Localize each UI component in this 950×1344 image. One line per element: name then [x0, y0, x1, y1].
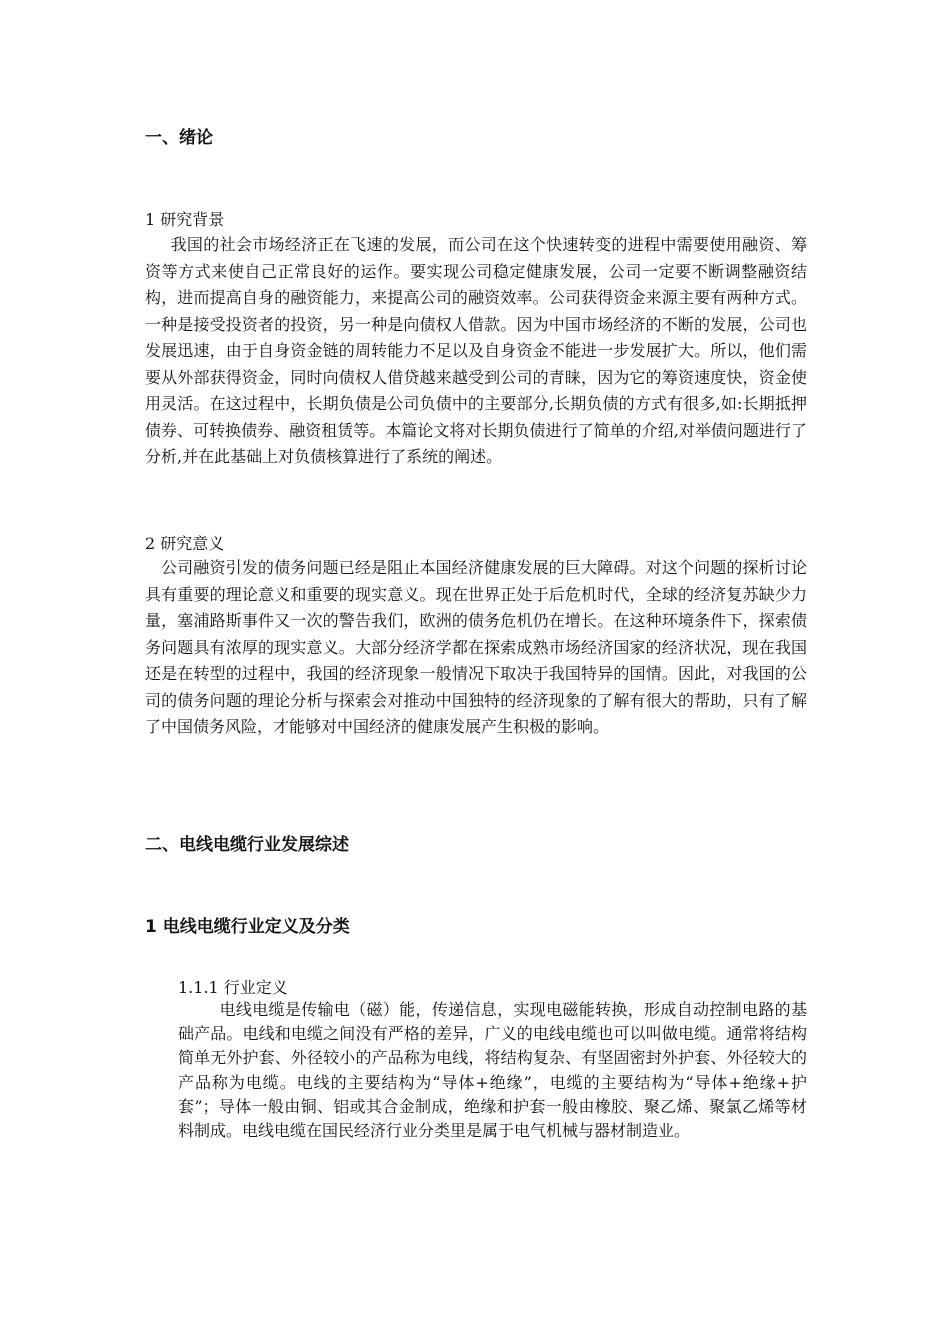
section-title-significance: 2 研究意义 — [145, 534, 225, 553]
section-title-background: 1 研究背景 — [145, 210, 225, 229]
section-title-definition-classification: 1 电线电缆行业定义及分类 — [145, 917, 350, 937]
paragraph-significance: 公司融资引发的债务问题已经是阻止本国经济健康发展的巨大障碍。对这个问题的探析讨论具有重要的理论意义和重要的现实意义。现在世界正处于后危机时代，全球的经济复苏缺少力量，塞浦路斯事件又一次的警告我们，欧洲的债务危机仍在增长。在这种环境条件下，探索债务问题具有浓厚的现实意义。大部分经济学都在探索成熟市场经济国家的经济状况，现在我国还是在转型的过程中，我国的经济现象一般情况下取决于我国特异的国情。因此，对我国的公司的债务问题的理论分析与探索会对推动中国独特的经济现象的了解有很大的帮助，只有了解了中国债务风险，才能够对中国经济的健康发展产生积极的影响。 — [145, 558, 807, 736]
paragraph-background: 我国的社会市场经济正在飞速的发展，而公司在这个快速转变的进程中需要使用融资、筹资等方式来使自己正常良好的运作。要实现公司稳定健康发展，公司一定要不断调整融资结构，进而提高自身的融资能力，来提高公司的融资效率。公司获得资金来源主要有两种方式。一种是接受投资者的投资，另一种是向债权人借款。因为中国市场经济的不断的发展，公司也发展迅速，由于自身资金链的周转能力不足以及自身资金不能进一步发展扩大。所以，他们需要从外部获得资金，同时向债权人借贷越来越受到公司的青睐，因为它的筹资速度快，资金使用灵活。在这过程中，长期负债是公司负债中的主要部分,长期负债的方式有很多,如:长期抵押债券、可转换债券、融资租赁等。本篇论文将对长期负债进行了简单的介绍,对举债问题进行了分析,并在此基础上对负债核算进行了系统的阐述。 — [145, 235, 807, 466]
paragraph-definition: 电线电缆是传输电（磁）能，传递信息，实现电磁能转换，形成自动控制电路的基础产品。电线和电缆之间没有严格的差异，广义的电线电缆也可以叫做电缆。通常将结构简单无外护套、外径较小的产品称为电线，将结构复杂、有坚固密封外护套、外径较大的产品称为电缆。电线的主要结构为“导体+绝缘”，电缆的主要结构为“导体+绝缘+护套”；导体一般由铜、铝或其合金制成，绝缘和护套一般由橡胶、聚乙烯、聚氯乙烯等材料制成。电线电缆在国民经济行业分类里是属于电气机械与器材制造业。 — [178, 1000, 807, 1141]
subsection-title-definition: 1.1.1 行业定义 — [178, 978, 288, 997]
chapter-title-introduction: 一、绪论 — [145, 128, 213, 148]
chapter-title-industry: 二、电线电缆行业发展综述 — [145, 835, 349, 855]
